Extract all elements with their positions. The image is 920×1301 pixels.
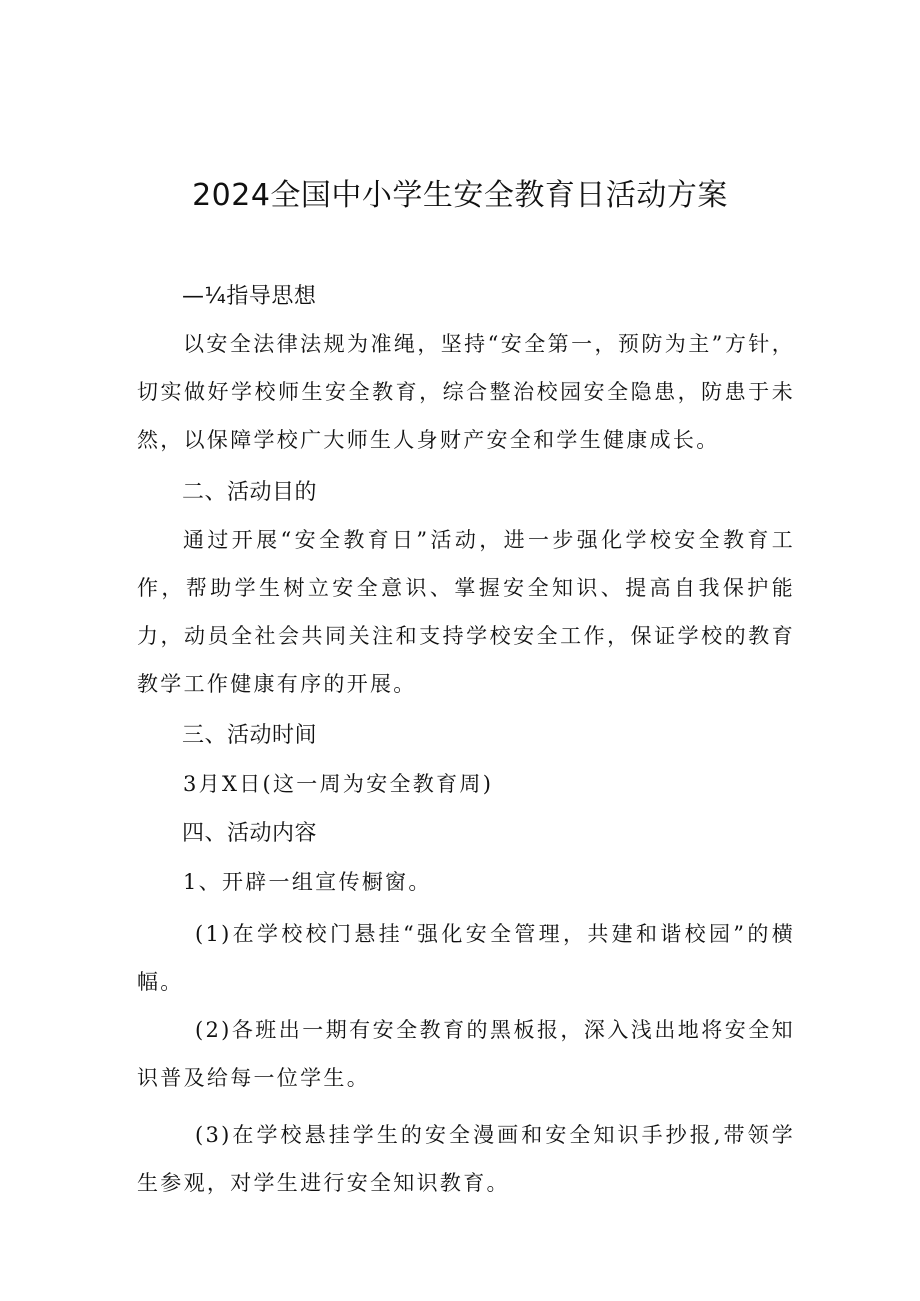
paragraph-content-subitem-1: (1)在学校校门悬挂“强化安全管理，共建和谐校园”的横幅。 [137,922,795,994]
paragraph-guiding-ideology: 以安全法律法规为准绳，坚持“安全第一，预防为主”方针，切实做好学校师生安全教育，综合整治校园安全隐患，防患于未然，以保障学校广大师生人身财产安全和学生健康成长。 [137,332,795,452]
document-title: 2024全国中小学生安全教育日活动方案 [192,178,728,213]
section-heading-activity-content: 四、活动内容 [182,821,318,846]
paragraph-content-subitem-2: (2)各班出一期有安全教育的黑板报，深入浅出地将安全知识普及给每一位学生。 [137,1018,795,1090]
paragraph-activity-purpose: 通过开展“安全教育日”活动，进一步强化学校安全教育工作，帮助学生树立安全意识、掌握安全知识、提高自我保护能力，动员全社会共同关注和支持学校安全工作，保证学校的教育教学工作健康有序的开展。 [137,528,795,696]
paragraph-content-subitem-3: (3)在学校悬挂学生的安全漫画和安全知识手抄报,带领学生参观，对学生进行安全知识教育。 [137,1123,795,1195]
section-heading-activity-purpose: 二、活动目的 [182,480,318,505]
paragraph-activity-time: 3月X日(这一周为安全教育周) [183,772,494,796]
section-heading-guiding-ideology: —¼指导思想 [182,284,317,309]
paragraph-content-item-1: 1、开辟一组宣传橱窗。 [183,870,432,894]
section-heading-activity-time: 三、活动时间 [182,723,318,748]
